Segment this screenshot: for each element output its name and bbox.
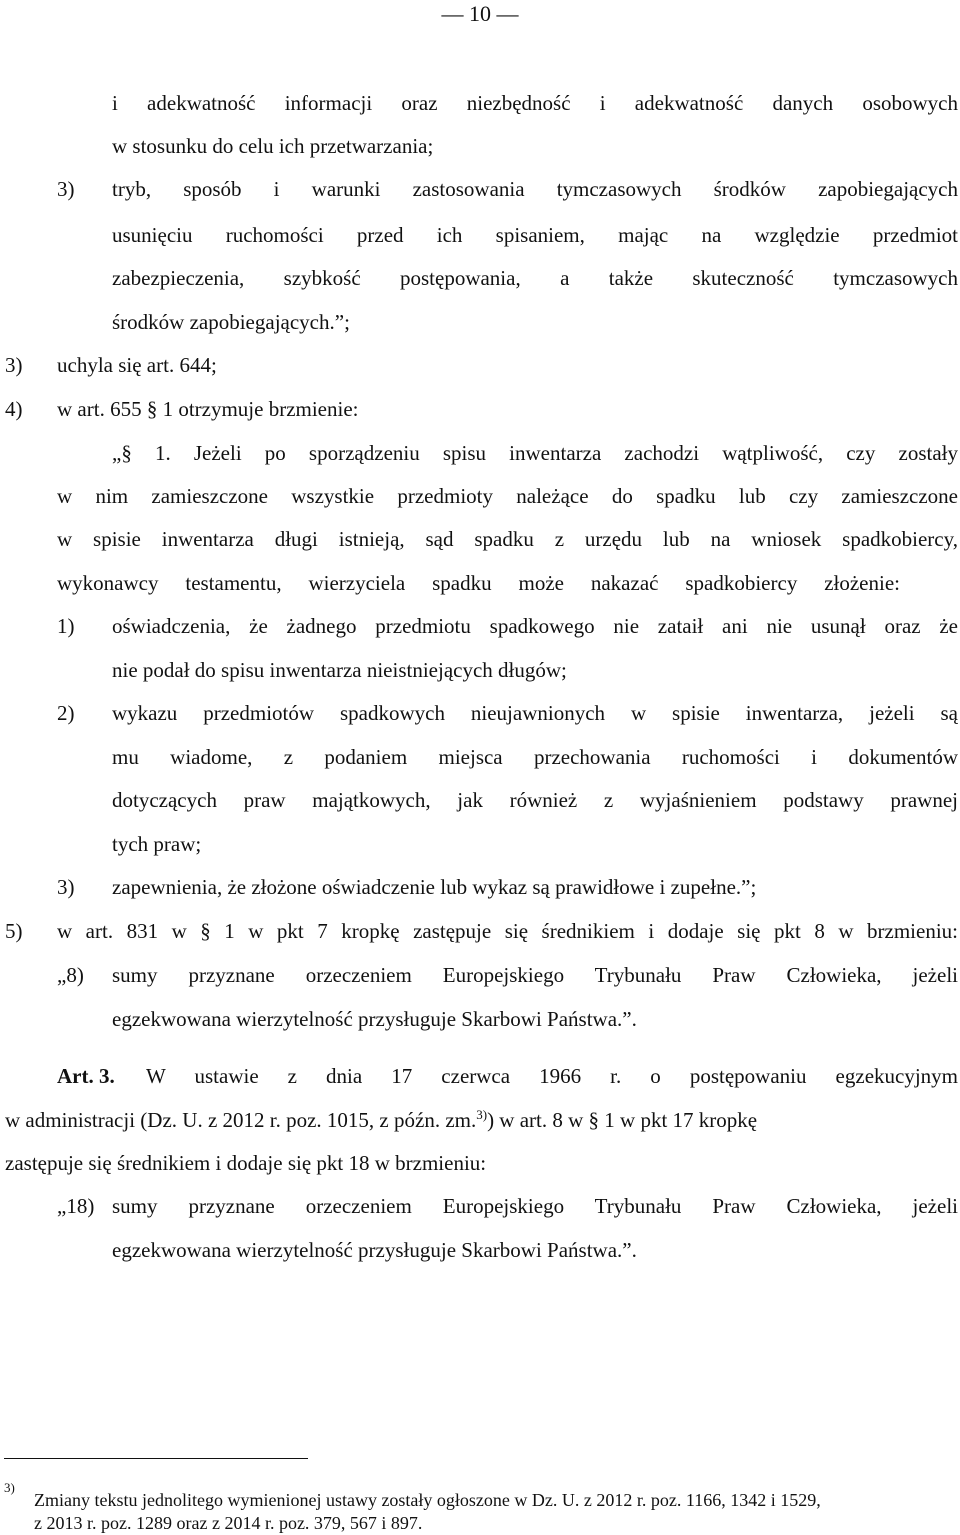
- text-line: wykazu przedmiotów spadkowych nieujawnionych w spisie inwentarza, jeżeli są: [112, 701, 958, 725]
- text-line: dotyczących praw majątkowych, jak również z wyjaśnieniem podstawy prawnej: [112, 788, 958, 812]
- list-number: 1): [57, 614, 75, 638]
- text-line: nie podał do spisu inwentarza nieistniejących długów;: [112, 658, 567, 682]
- text-line: w nim zamieszczone wszystkie przedmioty należące do spadku lub czy zamieszczone: [57, 484, 958, 508]
- text-line: zapewnienia, że złożone oświadczenie lub wykaz są prawidłowe i zupełne.”;: [112, 875, 757, 899]
- text-line: w spisie inwentarza długi istnieją, sąd spadku z urzędu lub na wniosek spadkobiercy,: [57, 527, 958, 551]
- text-segment: w administracji (Dz. U. z 2012 r. poz. 1015, z późn. zm.: [5, 1108, 477, 1132]
- text-line: w art. 831 w § 1 w pkt 7 kropkę zastępuje się średnikiem i dodaje się pkt 8 w brzmieniu:: [57, 919, 958, 943]
- text-line: w art. 655 § 1 otrzymuje brzmienie:: [57, 397, 359, 421]
- text-line: w stosunku do celu ich przetwarzania;: [112, 134, 434, 158]
- text-line: uchyla się art. 644;: [57, 353, 217, 377]
- text-line: [5, 1105, 958, 1135]
- list-number: „18): [57, 1194, 95, 1218]
- footnote-mark: 3): [4, 1480, 15, 1495]
- text-line: tych praw;: [112, 832, 202, 856]
- text-line: wykonawcy testamentu, wierzyciela spadku może nakazać spadkobiercy złożenie:: [57, 571, 900, 595]
- text-line: sumy przyznane orzeczeniem Europejskiego Trybunału Praw Człowieka, jeżeli: [112, 1194, 958, 1218]
- text-line: sumy przyznane orzeczeniem Europejskiego Trybunału Praw Człowieka, jeżeli: [112, 963, 958, 987]
- text-line: egzekwowana wierzytelność przysługuje Skarbowi Państwa.”.: [112, 1238, 637, 1262]
- footnote-text: Zmiany tekstu jednolitego wymienionej ustawy zostały ogłoszone w Dz. U. z 2012 r. poz. 1166, 1342 i 1529,: [34, 1490, 821, 1510]
- text-line: środków zapobiegających.”;: [112, 310, 350, 334]
- text-line: „§ 1. Jeżeli po sporządzeniu spisu inwentarza zachodzi wątpliwość, czy zostały: [112, 441, 958, 465]
- footnote-text: z 2013 r. poz. 1289 oraz z 2014 r. poz. 379, 567 i 897.: [34, 1513, 423, 1533]
- text-line: zastępuje się średnikiem i dodaje się pkt 18 w brzmieniu:: [5, 1151, 487, 1175]
- text-line: egzekwowana wierzytelność przysługuje Skarbowi Państwa.”.: [112, 1007, 637, 1031]
- text-line: mu wiadome, z podaniem miejsca przechowania ruchomości i dokumentów: [112, 745, 958, 769]
- text-line: i adekwatność informacji oraz niezbędność i adekwatność danych osobowych: [112, 91, 958, 115]
- page-number: — 10 —: [441, 1, 519, 26]
- text-line: tryb, sposób i warunki zastosowania tymczasowych środków zapobiegających: [112, 177, 958, 201]
- footnote-separator: [4, 1458, 308, 1459]
- list-number: 5): [5, 919, 23, 943]
- text-line: zabezpieczenia, szybkość postępowania, a także skuteczność tymczasowych: [112, 266, 958, 290]
- list-number: 3): [57, 875, 75, 899]
- list-number: 3): [5, 353, 23, 377]
- list-number: 2): [57, 701, 75, 725]
- list-number: 4): [5, 397, 23, 421]
- text-segment: ) w art. 8 w § 1 w pkt 17 kropkę: [487, 1108, 758, 1132]
- article-heading: Art. 3.: [57, 1064, 115, 1088]
- list-number: 3): [57, 177, 75, 201]
- text-line: W ustawie z dnia 17 czerwca 1966 r. o postępowaniu egzekucyjnym: [146, 1064, 958, 1088]
- text-line: usunięciu ruchomości przed ich spisaniem, mając na względzie przedmiot: [112, 223, 958, 247]
- text-line: oświadczenia, że żadnego przedmiotu spadkowego nie zataił ani nie usunął oraz że: [112, 614, 958, 638]
- list-number: „8): [57, 963, 84, 987]
- footnote-reference: 3): [476, 1107, 488, 1122]
